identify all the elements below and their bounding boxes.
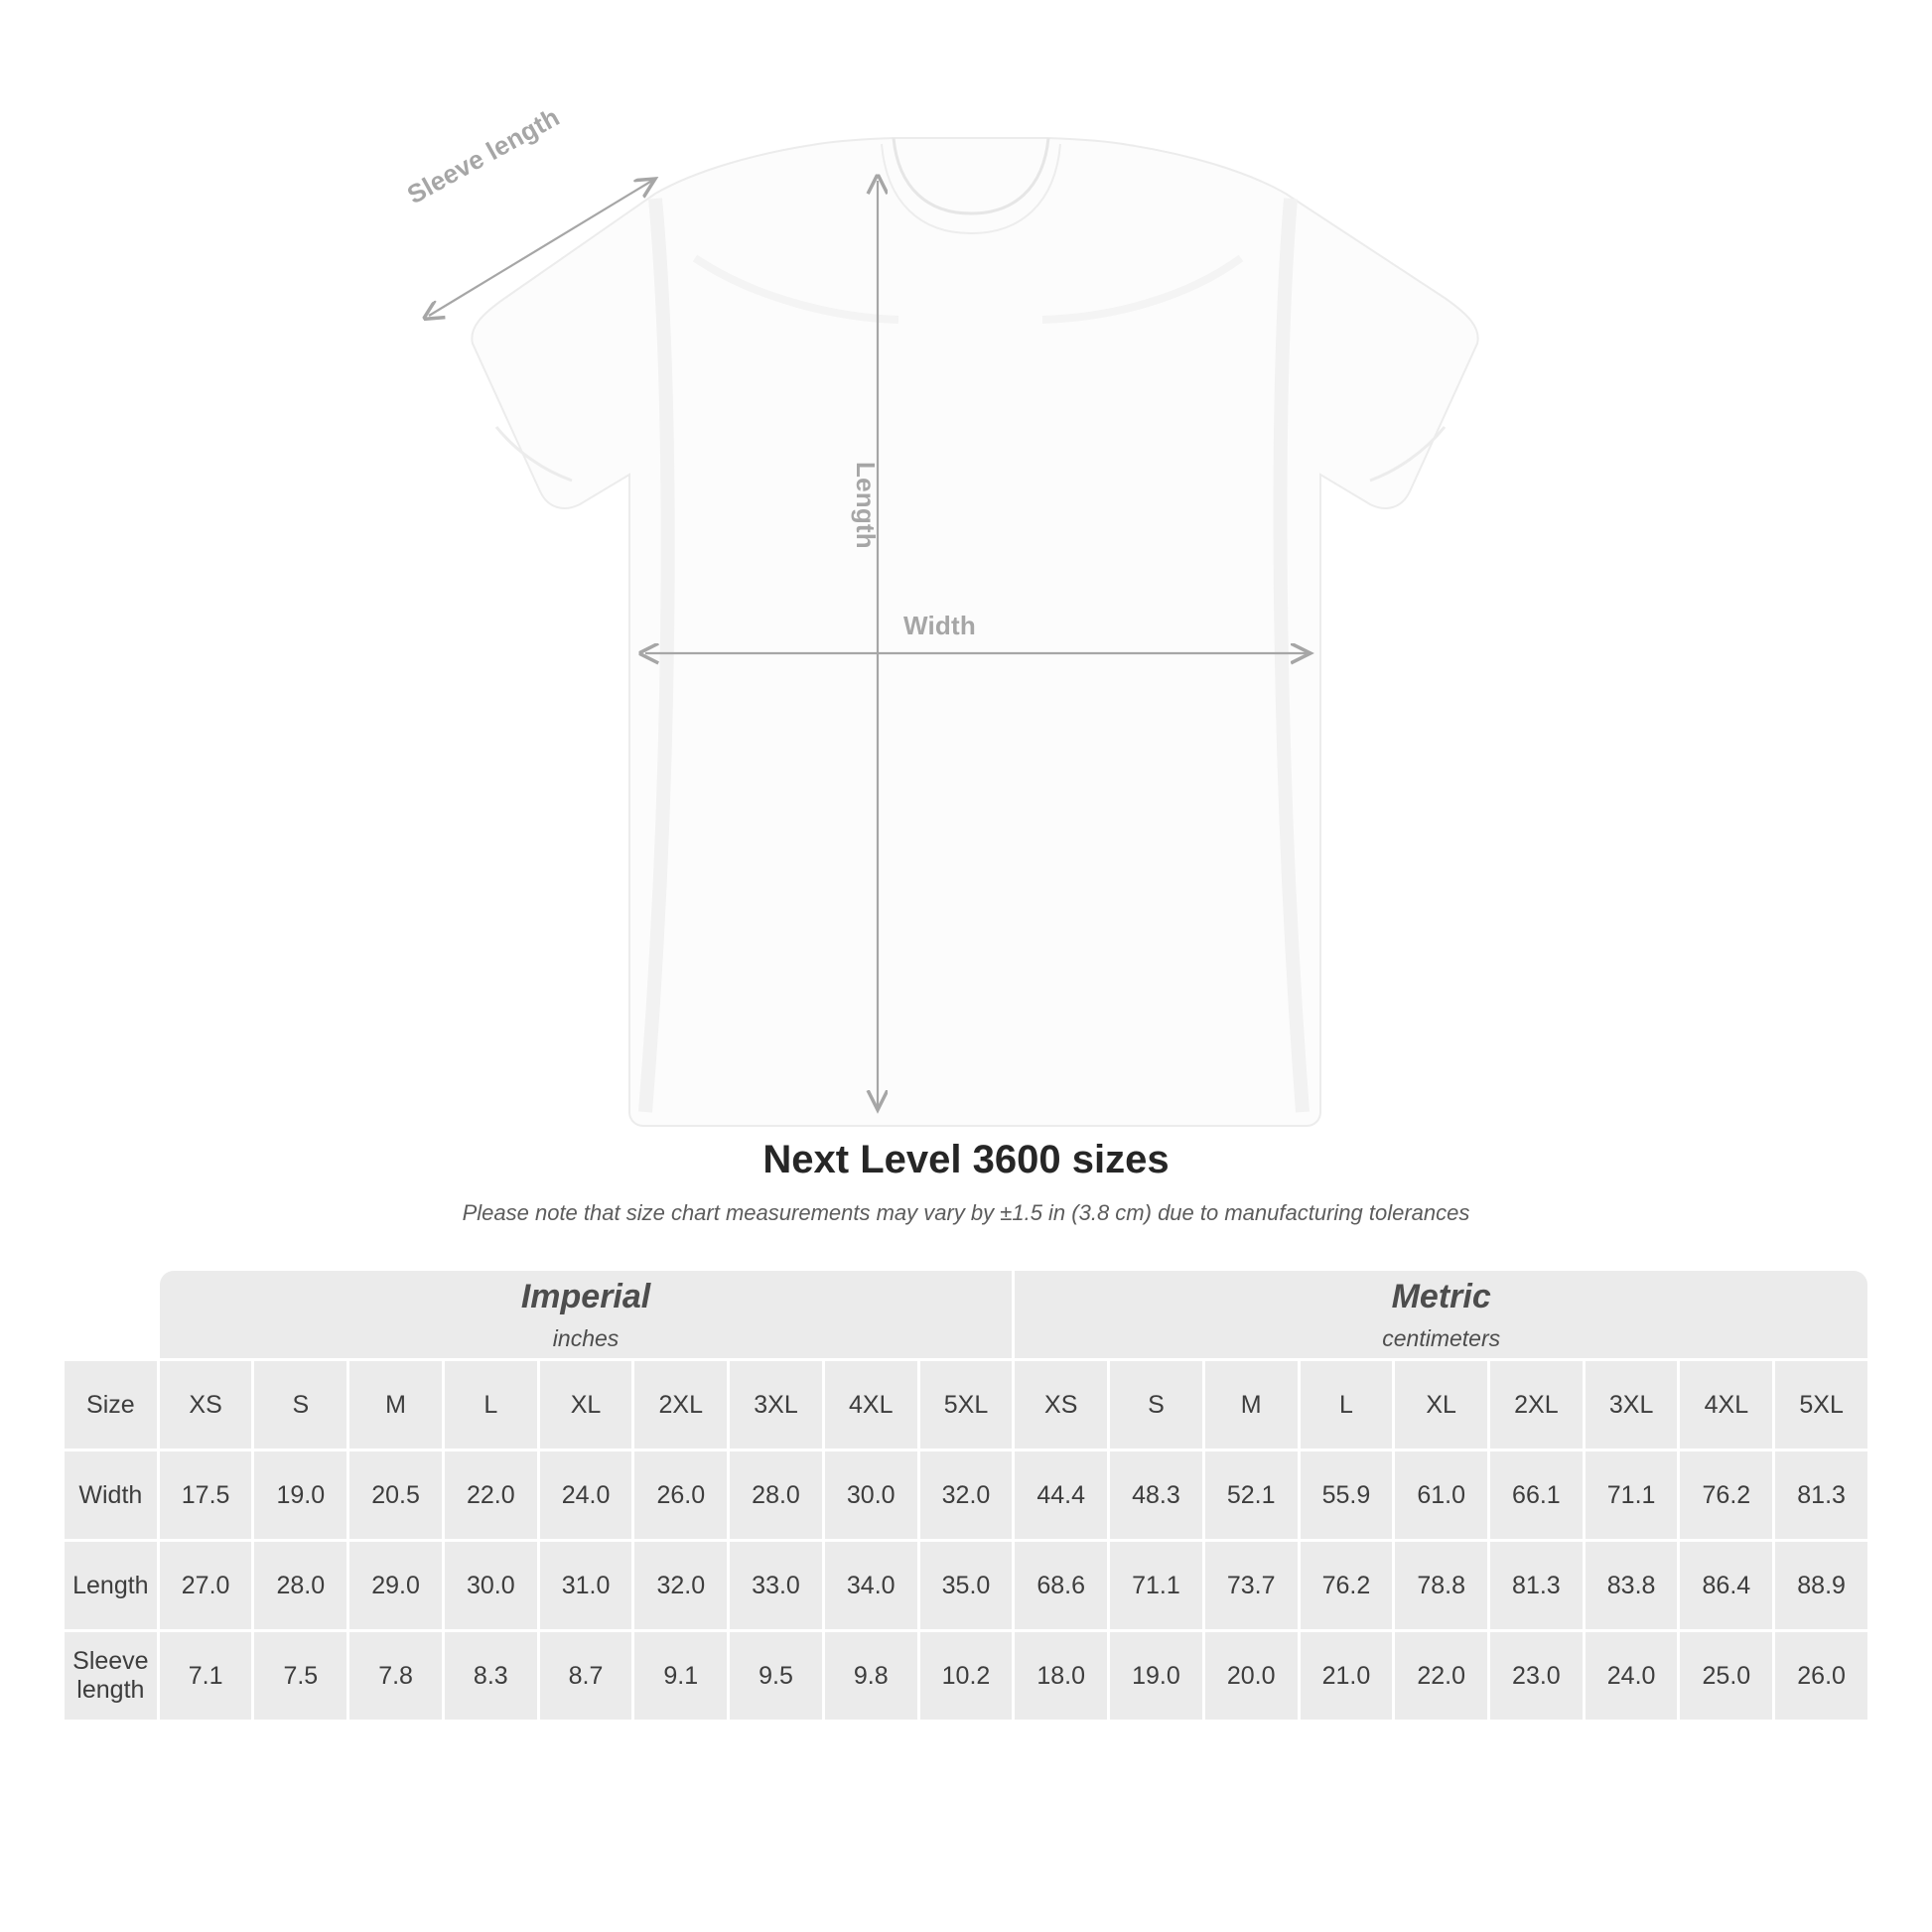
cell-length-imperial-xs: 27.0 — [160, 1542, 252, 1629]
cell-length-imperial-4xl: 34.0 — [825, 1542, 917, 1629]
cell-length-imperial-3xl: 33.0 — [730, 1542, 822, 1629]
cell-sleeve-length-metric-xs: 18.0 — [1015, 1632, 1107, 1720]
cell-width-metric-2xl: 66.1 — [1490, 1451, 1583, 1539]
cell-width-imperial-m: 20.5 — [349, 1451, 442, 1539]
cell-width-metric-s: 48.3 — [1110, 1451, 1202, 1539]
cell-sleeve-length-metric-xl: 22.0 — [1395, 1632, 1487, 1720]
cell-width-metric-l: 55.9 — [1301, 1451, 1393, 1539]
row-label-sleeve-length: Sleeve length — [65, 1632, 157, 1720]
row-label-width: Width — [65, 1451, 157, 1539]
cell-sleeve-length-imperial-2xl: 9.1 — [634, 1632, 727, 1720]
length-label: Length — [851, 462, 881, 549]
width-label: Width — [903, 611, 976, 640]
cell-sleeve-length-metric-s: 19.0 — [1110, 1632, 1202, 1720]
table-corner-cell — [65, 1271, 157, 1358]
cell-width-imperial-3xl: 28.0 — [730, 1451, 822, 1539]
cell-width-imperial-2xl: 26.0 — [634, 1451, 727, 1539]
size-table — [62, 1268, 1870, 1723]
cell-width-imperial-s: 19.0 — [254, 1451, 346, 1539]
cell-sleeve-length-imperial-xl: 8.7 — [540, 1632, 632, 1720]
cell-length-imperial-5xl: 35.0 — [920, 1542, 1013, 1629]
cell-length-metric-2xl: 81.3 — [1490, 1542, 1583, 1629]
system-name: Metric — [1391, 1278, 1491, 1316]
size-table-wrapper — [62, 1268, 1870, 1723]
page-title: Next Level 3600 sizes — [762, 1138, 1170, 1181]
column-header-metric-m: M — [1205, 1361, 1298, 1449]
cell-length-metric-3xl: 83.8 — [1586, 1542, 1678, 1629]
cell-length-imperial-m: 29.0 — [349, 1542, 442, 1629]
cell-sleeve-length-metric-m: 20.0 — [1205, 1632, 1298, 1720]
column-header-imperial-4xl: 4XL — [825, 1361, 917, 1449]
cell-length-imperial-l: 30.0 — [445, 1542, 537, 1629]
system-header-metric — [1015, 1271, 1867, 1358]
column-header-imperial-5xl: 5XL — [920, 1361, 1013, 1449]
column-header-imperial-l: L — [445, 1361, 537, 1449]
system-unit: inches — [552, 1324, 620, 1351]
column-header-metric-5xl: 5XL — [1775, 1361, 1867, 1449]
system-name: Imperial — [520, 1278, 651, 1316]
cell-width-imperial-xl: 24.0 — [540, 1451, 632, 1539]
column-header-metric-xs: XS — [1015, 1361, 1107, 1449]
cell-length-metric-m: 73.7 — [1205, 1542, 1298, 1629]
cell-length-imperial-s: 28.0 — [254, 1542, 346, 1629]
cell-sleeve-length-metric-l: 21.0 — [1301, 1632, 1393, 1720]
cell-length-imperial-xl: 31.0 — [540, 1542, 632, 1629]
cell-sleeve-length-metric-2xl: 23.0 — [1490, 1632, 1583, 1720]
cell-length-metric-l: 76.2 — [1301, 1542, 1393, 1629]
cell-sleeve-length-imperial-s: 7.5 — [254, 1632, 346, 1720]
cell-length-metric-xs: 68.6 — [1015, 1542, 1107, 1629]
column-header-imperial-xs: XS — [160, 1361, 252, 1449]
cell-length-imperial-2xl: 32.0 — [634, 1542, 727, 1629]
cell-sleeve-length-imperial-l: 8.3 — [445, 1632, 537, 1720]
column-header-metric-l: L — [1301, 1361, 1393, 1449]
cell-length-metric-4xl: 86.4 — [1680, 1542, 1772, 1629]
cell-width-imperial-5xl: 32.0 — [920, 1451, 1013, 1539]
sleeve-length-label: Sleeve length — [402, 101, 565, 210]
row-label-length: Length — [65, 1542, 157, 1629]
table-row — [65, 1451, 1867, 1539]
cell-length-metric-s: 71.1 — [1110, 1542, 1202, 1629]
cell-width-imperial-4xl: 30.0 — [825, 1451, 917, 1539]
title-block — [0, 1138, 1932, 1226]
tolerance-note: Please note that size chart measurements may vary by ±1.5 in (3.8 cm) due to manufacturing tolerances — [462, 1200, 1470, 1225]
cell-sleeve-length-imperial-m: 7.8 — [349, 1632, 442, 1720]
column-header-metric-xl: XL — [1395, 1361, 1487, 1449]
column-header-metric-4xl: 4XL — [1680, 1361, 1772, 1449]
column-header-imperial-2xl: 2XL — [634, 1361, 727, 1449]
cell-width-metric-5xl: 81.3 — [1775, 1451, 1867, 1539]
cell-sleeve-length-metric-4xl: 25.0 — [1680, 1632, 1772, 1720]
table-system-header-row — [65, 1271, 1867, 1358]
column-header-metric-s: S — [1110, 1361, 1202, 1449]
cell-width-imperial-xs: 17.5 — [160, 1451, 252, 1539]
system-header-imperial — [160, 1271, 1013, 1358]
cell-width-imperial-l: 22.0 — [445, 1451, 537, 1539]
column-header-metric-2xl: 2XL — [1490, 1361, 1583, 1449]
column-header-imperial-3xl: 3XL — [730, 1361, 822, 1449]
cell-sleeve-length-imperial-4xl: 9.8 — [825, 1632, 917, 1720]
cell-sleeve-length-metric-5xl: 26.0 — [1775, 1632, 1867, 1720]
cell-width-metric-3xl: 71.1 — [1586, 1451, 1678, 1539]
cell-width-metric-4xl: 76.2 — [1680, 1451, 1772, 1539]
table-size-header-row — [65, 1361, 1867, 1449]
cell-width-metric-m: 52.1 — [1205, 1451, 1298, 1539]
cell-sleeve-length-imperial-5xl: 10.2 — [920, 1632, 1013, 1720]
cell-width-metric-xs: 44.4 — [1015, 1451, 1107, 1539]
column-header-imperial-xl: XL — [540, 1361, 632, 1449]
cell-length-metric-5xl: 88.9 — [1775, 1542, 1867, 1629]
cell-length-metric-xl: 78.8 — [1395, 1542, 1487, 1629]
column-header-metric-3xl: 3XL — [1586, 1361, 1678, 1449]
cell-width-metric-xl: 61.0 — [1395, 1451, 1487, 1539]
column-header-imperial-s: S — [254, 1361, 346, 1449]
table-row — [65, 1632, 1867, 1720]
column-header-size: Size — [65, 1361, 157, 1449]
cell-sleeve-length-imperial-3xl: 9.5 — [730, 1632, 822, 1720]
cell-sleeve-length-metric-3xl: 24.0 — [1586, 1632, 1678, 1720]
system-unit: centimeters — [1382, 1324, 1501, 1351]
column-header-imperial-m: M — [349, 1361, 442, 1449]
cell-sleeve-length-imperial-xs: 7.1 — [160, 1632, 252, 1720]
table-row — [65, 1542, 1867, 1629]
